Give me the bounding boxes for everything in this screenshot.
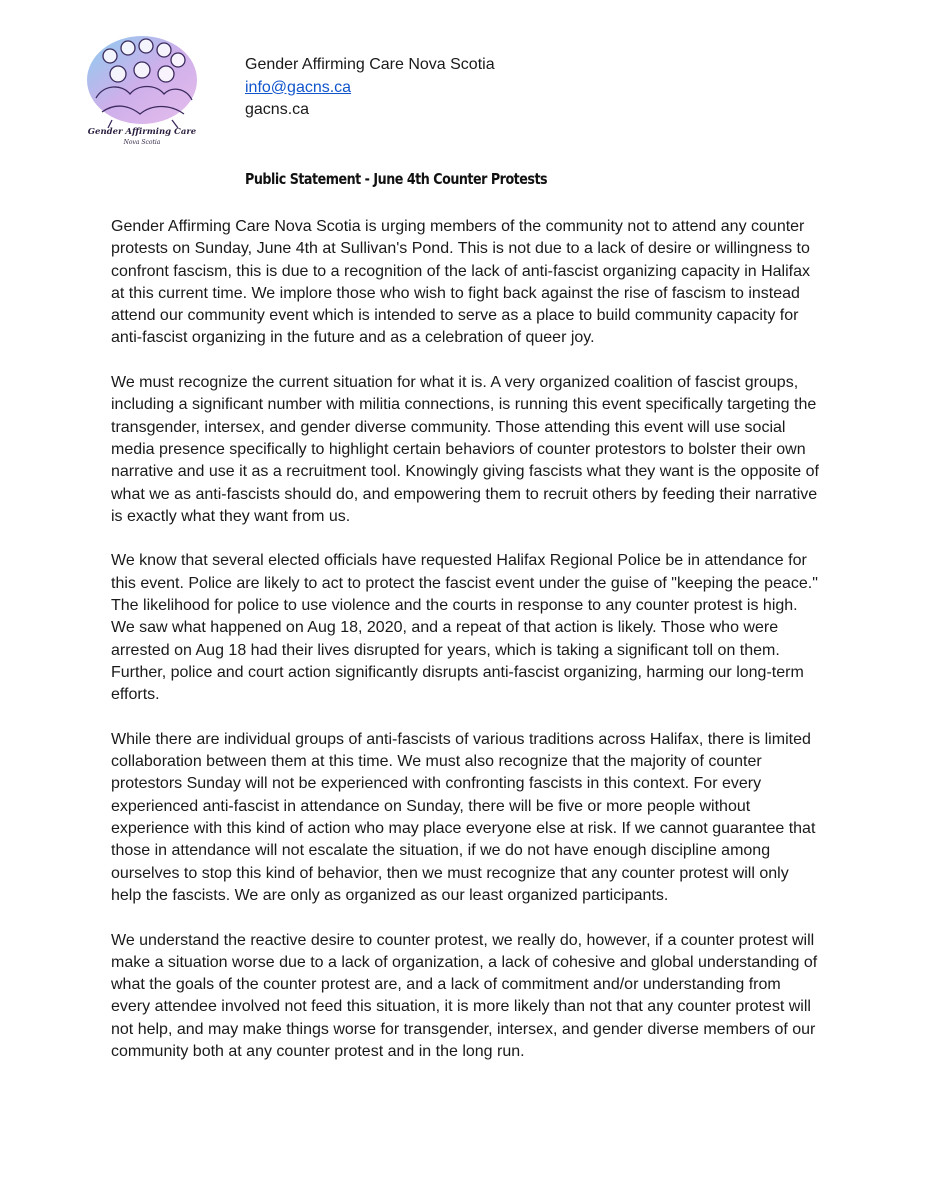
website-text: gacns.ca [245, 101, 310, 118]
statement-body [111, 216, 821, 1086]
paragraph-3: We know that several elected officials have requested Halifax Regional Police be in attendance for this event. Police are likely to act to protect the fascist event under the guise of "keeping the peace." The likelihood for police to use violence and the courts in response to any counter protest is high. We saw what happened on Aug 18, 2020, and a repeat of that action is likely. Those who were arrested on Aug 18 had their lives disrupted for years, which is taking a significant toll on them. Further, police and court action significantly disrupts anti-fascist organizing, harming our long-term efforts. [111, 552, 818, 704]
paragraph-4: While there are individual groups of anti-fascists of various traditions across Halifax, there is limited collaboration between them at this time. We must also recognize that the majority of counter protestors Sunday will not be experienced with confronting fascists in this context. For every experienced anti-fascist in attendance on Sunday, there will be five or more people without experience with this kind of action who may place everyone else at risk. If we cannot guarantee that those in attendance will not escalate the situation, if we do not have enough discipline among ourselves to stop this kind of behavior, then we must recognize that any counter protest will only help the fascists. We are only as organized as our least organized participants. [111, 730, 816, 904]
paragraph-1: Gender Affirming Care Nova Scotia is urging members of the community not to attend any counter protests on Sunday, June 4th at Sullivan's Pond. This is not due to a lack of desire or willingness to confront fascism, this is due to a recognition of the lack of anti-fascist organizing capacity in Halifax at this current time. We implore those who wish to fight back against the rise of fascism to instead attend our community event which is intended to serve as a place to build community capacity for anti-fascist organizing in the future and as a celebration of queer joy. [111, 218, 811, 347]
logo-text-line2: Nova Scotia [123, 139, 161, 146]
logo-text-line1: Gender Affirming Care [87, 127, 197, 137]
organization-logo [82, 28, 202, 153]
org-name: Gender Affirming Care Nova Scotia [245, 56, 495, 73]
contact-block [245, 54, 495, 122]
paragraph-2: We must recognize the current situation for what it is. A very organized coalition of fascist groups, including a significant number with militia connections, is running this event specifically targeting the transgender, intersex, and gender diverse community. Those attending this event will use social media presence specifically to highlight certain behaviors of counter protestors to bolster their own narrative and use it as a recruitment tool. Knowingly giving fascists what they want is the opposite of what we as anti-fascists should do, and empowering them to recruit others by feeding their narrative is exactly what they want from us. [111, 374, 819, 525]
email-link[interactable]: info@gacns.ca [245, 78, 352, 96]
page-title: Public Statement - June 4th Counter Protests [245, 170, 548, 188]
paragraph-5: We understand the reactive desire to counter protest, we really do, however, if a counter protest will make a situation worse due to a lack of organization, a lack of cohesive and global understanding of what the goals of the counter protest are, and a lack of commitment and/or understanding from every attendee involved not feed this situation, it is more likely than not that any counter protest will not help, and may make things worse for transgender, intersex, and gender diverse members of our community both at any counter protest and in the long run. [111, 931, 818, 1060]
